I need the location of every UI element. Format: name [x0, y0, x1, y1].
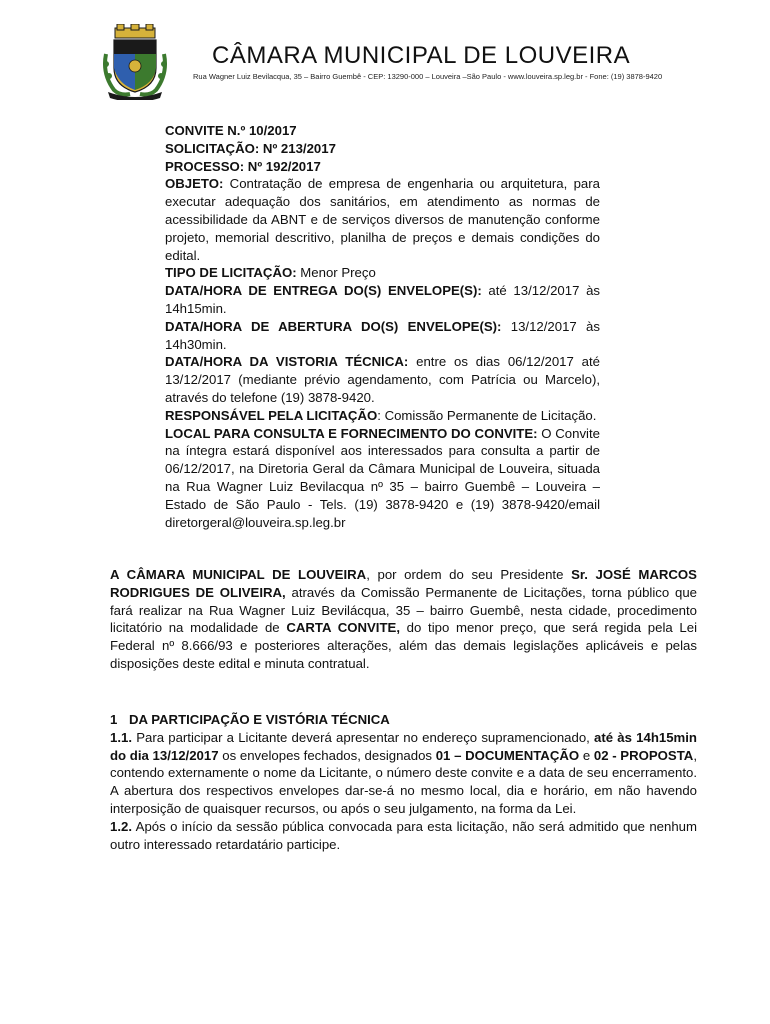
clause-1-1-envelope-2: 02 - PROPOSTA	[593, 747, 694, 763]
intro-text-2: através da Comissão Permanente de Licitações, torna público que fará realizar na Rua Wagner Luiz Bevilácqua, 35 – bairro Guembê, nesta cidade, procedimento licitatório na modalidade de	[110, 584, 697, 636]
local-text: O Convite na íntegra estará disponível aos interessados para consulta a partir de 06/12/2017, na Diretoria Geral da Câmara Municipal de Louveira, situada na Rua Wagner Luiz Bevilacqua nº 35 – bairro Guembê – Louveira – Estado de São Paulo - Tels. (19) 3878-9420 e (19) 3878-9420/email diretorgeral@louveira.sp.leg.br	[165, 425, 600, 530]
tipo-label: TIPO DE LICITAÇÃO:	[165, 265, 297, 281]
vistoria-text: entre os dias 06/12/2017 até 13/12/2017 (mediante prévio agendamento, com Patrícia ou Marcelo), através do telefone (19) 3878-9420.	[165, 354, 600, 405]
municipal-crest-icon	[100, 24, 170, 100]
clause-1-1-text-3: e	[579, 747, 594, 763]
intro-bold-president: Sr. JOSÉ MARCOS RODRIGUES DE OLIVEIRA,	[110, 567, 697, 600]
invitation-summary	[165, 122, 600, 531]
clause-1-1-deadline: até às 14h15min do dia 13/12/2017	[110, 729, 697, 763]
objeto-paragraph	[165, 175, 600, 264]
clause-1-1-number: 1.1.	[110, 729, 132, 745]
clause-1-2-text: Após o início da sessão pública convocada para esta licitação, não será admitido que nenhum outro interessado retardatário participe.	[110, 818, 697, 852]
section-1	[110, 711, 697, 853]
intro-paragraph	[110, 566, 697, 673]
section-1-title: DA PARTICIPAÇÃO E VISTÓRIA TÉCNICA	[129, 712, 390, 727]
institution-address: Rua Wagner Luiz Bevilacqua, 35 – Bairro Guembê - CEP: 13290-000 – Louveira –São Paulo - www.louveira.sp.leg.br - Fone: (19) 3878-9420	[193, 72, 663, 81]
responsavel-label: RESPONSÁVEL PELA LICITAÇÃO	[165, 407, 378, 423]
abertura-text: 13/12/2017 às 14h30min.	[165, 318, 600, 352]
local-label: LOCAL PARA CONSULTA E FORNECIMENTO DO CONVITE:	[165, 425, 538, 441]
convite-number: CONVITE N.º 10/2017	[165, 123, 297, 138]
entrega-label: DATA/HORA DE ENTREGA DO(S) ENVELOPE(S):	[165, 283, 482, 299]
intro-text-3: do tipo menor preço, que será regida pela Lei Federal nº 8.666/93 e posteriores alterações, além das demais legislações aplicáveis e pelas disposições deste edital e minuta contratual.	[110, 620, 697, 671]
letterhead	[0, 0, 770, 110]
local-paragraph	[165, 425, 600, 532]
clause-1-1-text-1: Para participar a Licitante deverá apresentar no endereço supramencionado,	[132, 729, 595, 745]
institution-title: CÂMARA MUNICIPAL DE LOUVEIRA	[212, 42, 631, 69]
objeto-text: Contratação de empresa de engenharia ou arquitetura, para executar adequação dos sanitários, em atendimento as normas de acessibilidade da ABNT e de serviços diversos de manutenção conforme projeto, memorial descritivo, planilha de preços e demais condições do edital.	[165, 176, 600, 263]
section-1-heading	[110, 711, 697, 729]
processo-number: PROCESSO: Nº 192/2017	[165, 158, 321, 174]
responsavel-text: : Comissão Permanente de Licitação.	[377, 407, 597, 423]
intro-text-1: , por ordem do seu Presidente	[366, 567, 572, 582]
intro-bold-institution: A CÂMARA MUNICIPAL DE LOUVEIRA	[110, 567, 367, 582]
clause-1-1-text-4: , contendo externamente o nome da Licitante, o número deste convite e a data de seu encerramento. A abertura dos respectivos envelopes dar-se-á no mesmo local, dia e horário, em não havendo interposição de quaisquer recursos, ou após o seu julgamento, na forma da Lei.	[110, 747, 697, 816]
clause-1-1	[110, 729, 697, 818]
objeto-label: OBJETO:	[165, 176, 224, 192]
entrega-paragraph	[165, 282, 600, 318]
clause-1-1-text-2: os envelopes fechados, designados	[218, 747, 436, 763]
entrega-text: até 13/12/2017 às 14h15min.	[165, 283, 600, 316]
intro-bold-modality: CARTA CONVITE,	[286, 620, 400, 636]
vistoria-paragraph	[165, 353, 600, 406]
clause-1-2-number: 1.2.	[110, 818, 132, 834]
abertura-label: DATA/HORA DE ABERTURA DO(S) ENVELOPE(S):	[165, 318, 502, 334]
tipo-paragraph	[165, 264, 600, 282]
tipo-text: Menor Preço	[296, 265, 376, 281]
vistoria-label: DATA/HORA DA VISTORIA TÉCNICA:	[165, 354, 409, 370]
clause-1-1-envelope-1: 01 – DOCUMENTAÇÃO	[435, 747, 580, 763]
solicitacao-number: SOLICITAÇÃO: Nº 213/2017	[165, 140, 336, 156]
responsavel-paragraph	[165, 407, 600, 425]
section-1-number: 1	[110, 712, 118, 727]
abertura-paragraph	[165, 318, 600, 354]
clause-1-2	[110, 818, 697, 854]
